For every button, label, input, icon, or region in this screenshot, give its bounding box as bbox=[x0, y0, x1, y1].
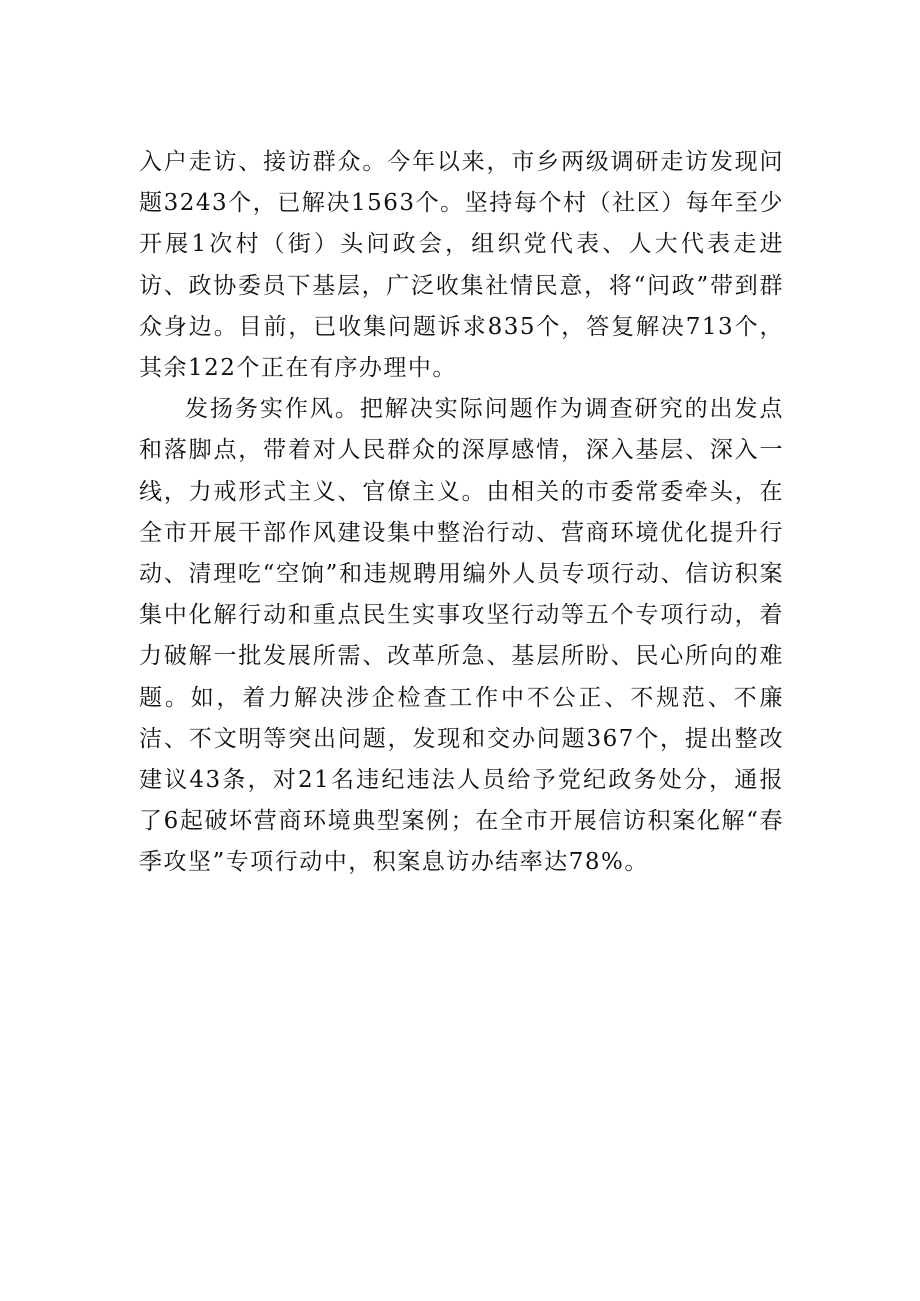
paragraph-2: 发扬务实作风。把解决实际问题作为调查研究的出发点和落脚点，带着对人民群众的深厚感情，深入基层、深入一线，力戒形式主义、官僚主义。由相关的市委常委牵头，在全市开展干部作风建设集中整治行动、营商环境优化提升行动、清理吃“空饷”和违规聘用编外人员专项行动、信访积案集中化解行动和重点民生实事攻坚行动等五个专项行动，着力破解一批发展所需、改革所急、基层所盼、民心所向的难题。如，着力解决涉企检查工作中不公正、不规范、不廉洁、不文明等突出问题，发现和交办问题367个，提出整改建议43条，对21名违纪违法人员给予党纪政务处分，通报了6起破坏营商环境典型案例；在全市开展信访积案化解“春季攻坚”专项行动中，积案息访办结率达78%。 bbox=[139, 396, 784, 876]
paragraph-1: 入户走访、接访群众。今年以来，市乡两级调研走访发现问题3243个，已解决1563个。坚持每个村（社区）每年至少开展1次村（街）头问政会，组织党代表、人大代表走进访、政协委员下基层，广泛收集社情民意，将“问政”带到群众身边。目前，已收集问题诉求835个，答复解决713个，其余122个正在有序办理中。 bbox=[139, 149, 784, 382]
document-body bbox=[139, 142, 784, 884]
